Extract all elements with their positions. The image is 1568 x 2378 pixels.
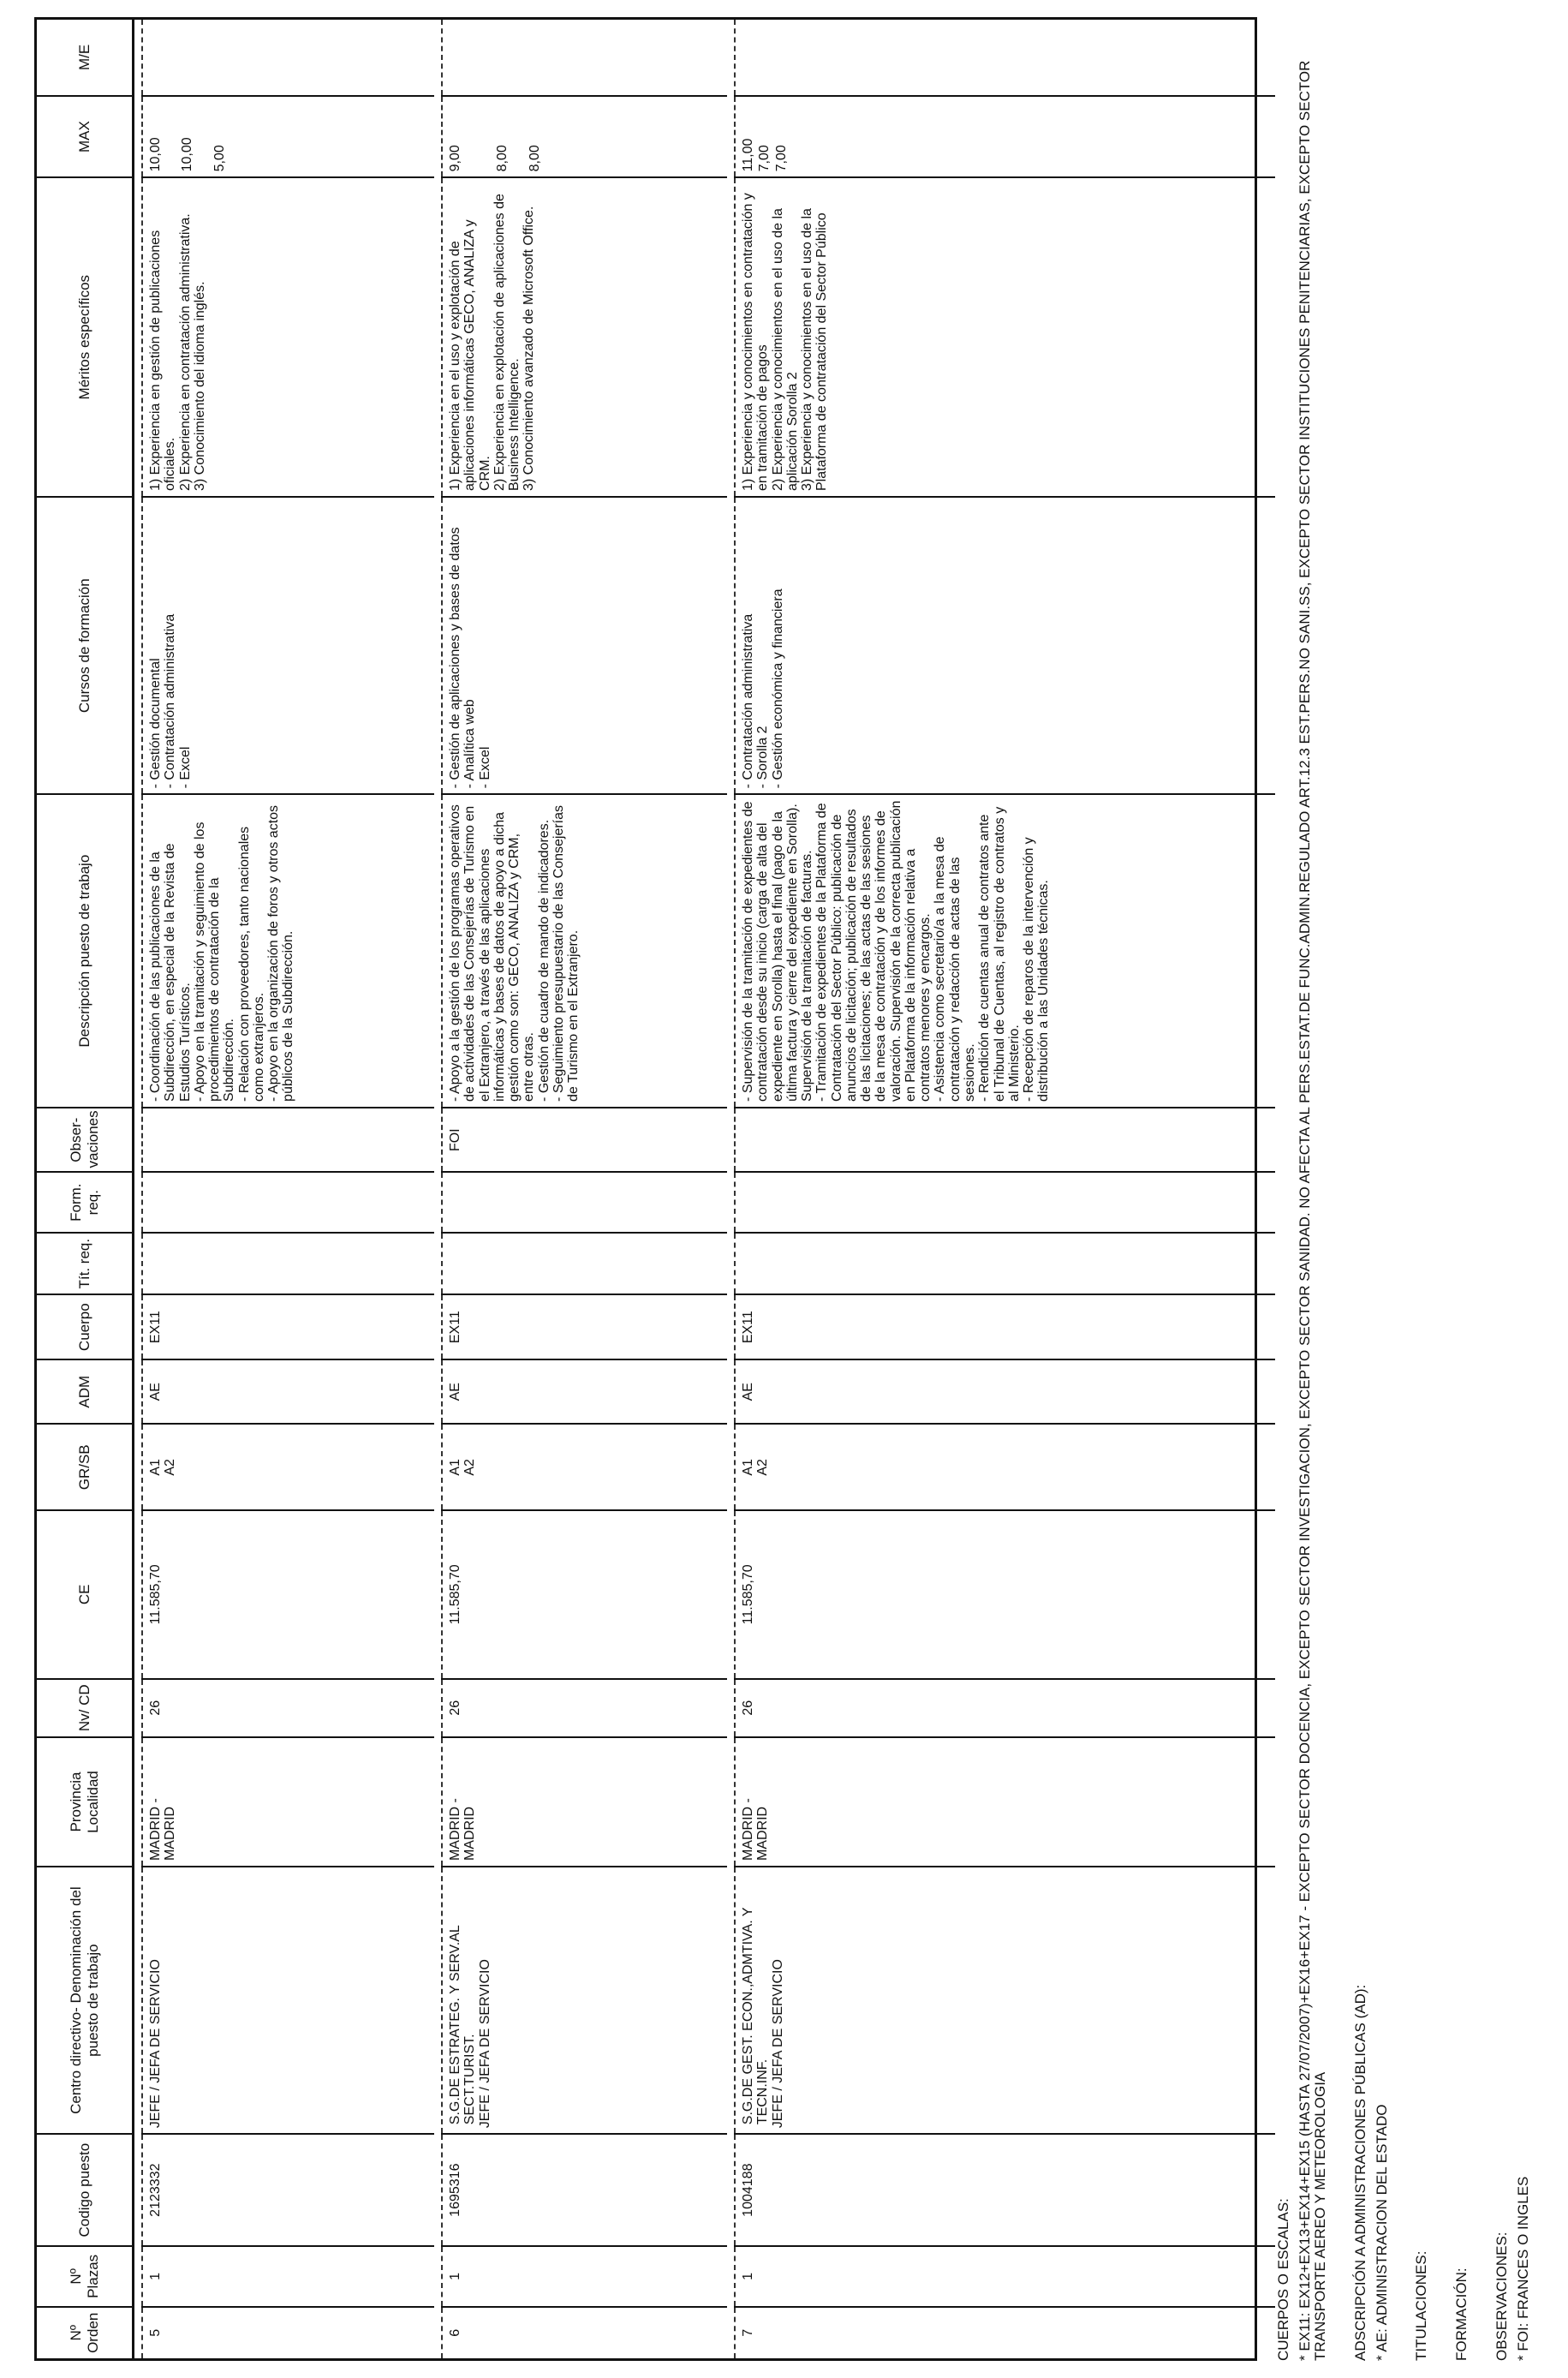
cell-cuerpo: EX11 — [735, 1294, 1275, 1359]
cell-adm: AE — [142, 1359, 434, 1425]
header-cursos: Cursos de formación — [37, 497, 134, 794]
cell-plazas: 1 — [735, 2246, 1275, 2306]
cell-orden: 7 — [735, 2307, 1275, 2358]
titulaciones-title: TITULACIONES: — [1413, 2250, 1430, 2361]
puesto-name: JEFE / JEFA DE SERVICIO — [477, 1959, 492, 2129]
cell-cuerpo: EX11 — [442, 1294, 727, 1359]
table-row — [142, 20, 434, 2358]
cell-plazas: 1 — [442, 2246, 727, 2306]
max-value: 7,00 — [773, 145, 789, 172]
cuerpos-title: CUERPOS O ESCALAS: — [1275, 2198, 1291, 2361]
max-value: 8,00 — [495, 145, 510, 172]
cell-centro — [442, 1867, 727, 2134]
header-me: M/E — [37, 20, 134, 96]
header-obs: Obser-vaciones — [37, 1108, 134, 1173]
cell-nv: 26 — [442, 1679, 727, 1737]
cell-gr: A1 A2 — [735, 1424, 1275, 1510]
cell-ce: 11.585,70 — [442, 1510, 727, 1678]
cell-max — [735, 96, 1275, 178]
header-cuerpo: Cuerpo — [37, 1294, 134, 1359]
header-plazas: Nº Plazas — [37, 2246, 134, 2306]
header-orden: Nº Orden — [37, 2307, 134, 2358]
cell-cursos: - Gestión de aplicaciones y bases de datos - Analítica web - Excel — [442, 497, 727, 794]
cell-provincia: MADRID - MADRID — [442, 1737, 727, 1867]
header-desc: Descripción puesto de trabajo — [37, 794, 134, 1108]
cell-me — [735, 20, 1275, 96]
max-value: 10,00 — [148, 137, 163, 172]
header-ce: CE — [37, 1510, 134, 1678]
cell-me — [142, 20, 434, 96]
max-value: 5,00 — [212, 145, 227, 172]
cell-adm: AE — [735, 1359, 1275, 1425]
cell-tit — [735, 1233, 1275, 1295]
max-value: 8,00 — [527, 145, 542, 172]
cell-obs: FOI — [442, 1108, 727, 1173]
cell-cuerpo: EX11 — [142, 1294, 434, 1359]
cell-centro — [735, 1867, 1275, 2134]
header-provincia: Provincia Localidad — [37, 1737, 134, 1867]
observaciones-title: OBSERVACIONES: — [1493, 2232, 1510, 2361]
cell-ce: 11.585,70 — [142, 1510, 434, 1678]
header-meritos: Méritos específicos — [37, 177, 134, 497]
header-adm: ADM — [37, 1359, 134, 1425]
cell-orden: 6 — [442, 2307, 727, 2358]
cell-plazas: 1 — [142, 2246, 434, 2306]
cell-provincia: MADRID - MADRID — [735, 1737, 1275, 1867]
row-separator — [134, 20, 143, 2358]
header-centro: Centro directivo- Denominación del puesto de trabajo — [37, 1867, 134, 2134]
header-max: MAX — [37, 96, 134, 178]
cell-tit — [142, 1233, 434, 1295]
cell-meritos: 1) Experiencia y conocimientos en contratación y en tramitación de pagos 2) Experiencia y conocimientos en el uso de la aplicación Sorolla 2 3) Experiencia y conocimientos en el uso de la Plataforma de contratación del Sector Público — [735, 177, 1275, 497]
max-value: 10,00 — [180, 137, 195, 172]
cell-me — [442, 20, 727, 96]
cell-tit — [442, 1233, 727, 1295]
adscripcion-text: * AE: ADMINISTRACION DEL ESTADO — [1373, 2104, 1390, 2361]
observaciones-text: * FOI: FRANCES O INGLES — [1514, 2176, 1531, 2361]
footnotes — [1276, 17, 1555, 2361]
cell-codigo: 1004188 — [735, 2134, 1275, 2246]
cell-gr: A1 A2 — [142, 1424, 434, 1510]
cell-centro — [142, 1867, 434, 2134]
cell-meritos: 1) Experiencia en gestión de publicaciones oficiales. 2) Experiencia en contratación administrativa. 3) Conocimiento del idioma inglés. — [142, 177, 434, 497]
cell-orden: 5 — [142, 2307, 434, 2358]
table-row — [442, 20, 727, 2358]
table-header-row — [37, 20, 134, 2358]
cell-provincia: MADRID - MADRID — [142, 1737, 434, 1867]
cell-cursos: - Contratación administrativa - Sorolla 2 - Gestión económica y financiera — [735, 497, 1275, 794]
formacion-title: FORMACIÓN: — [1453, 2267, 1470, 2361]
cell-nv: 26 — [142, 1679, 434, 1737]
cell-obs — [142, 1108, 434, 1173]
max-value: 7,00 — [757, 145, 772, 172]
cell-ce: 11.585,70 — [735, 1510, 1275, 1678]
header-gr: GR/SB — [37, 1424, 134, 1510]
cell-form — [442, 1172, 727, 1232]
row-separator — [434, 20, 442, 2358]
table-row — [735, 20, 1275, 2358]
positions-table-frame — [34, 17, 1257, 2361]
header-form: Form. req. — [37, 1172, 134, 1232]
cell-max — [442, 96, 727, 178]
cell-nv: 26 — [735, 1679, 1275, 1737]
cell-cursos: - Gestión documental - Contratación administrativa - Excel — [142, 497, 434, 794]
cell-codigo: 1695316 — [442, 2134, 727, 2246]
cuerpos-text: * EX11: EX12+EX13+EX14+EX15 (HASTA 27/07/2007)+EX16+EX17 - EXCEPTO SECTOR DOCENCIA, EXCEPTO SECTOR INVESTIGACION, EXCEPTO SECTOR SANIDAD. NO AFECTA AL PERS.ESTAT.DE FUNC.ADMIN.REGULADO ART.12.3 EST.PERS.NO SANI.SS, EXCEPTO SECTOR INSTITUCIONES PENITENCIARIAS, EXCEPTO SECTOR TRANSPORTE AEREO Y METEOROLOGIA — [1296, 60, 1329, 2361]
positions-table — [37, 20, 1275, 2358]
cell-adm: AE — [442, 1359, 727, 1425]
cell-obs — [735, 1108, 1275, 1173]
puesto-name: JEFE / JEFA DE SERVICIO — [148, 1959, 163, 2129]
max-value: 9,00 — [448, 145, 462, 172]
header-tit: Tít. req. — [37, 1233, 134, 1295]
header-codigo: Codigo puesto — [37, 2134, 134, 2246]
max-value: 11,00 — [741, 138, 755, 172]
cell-form — [142, 1172, 434, 1232]
cell-max — [142, 96, 434, 178]
cell-desc: - Apoyo a la gestión de los programas operativos de actividades de las Consejerías de Turismo en el Extranjero, a través de las aplicaciones informáticas y bases de datos de apoyo a dicha gestión como son: GECO, ANALIZA y CRM, entre otras. - Gestión de cuadro de mando de indicadores. - Seguimiento presupuestario de las Consejerías de Turismo en el Extranjero. — [442, 794, 727, 1108]
row-separator — [727, 20, 735, 2358]
header-nv: Nv/ CD — [37, 1679, 134, 1737]
adscripcion-title: ADSCRIPCIÓN A ADMINISTRACIONES PÚBLICAS (AD): — [1352, 1984, 1369, 2361]
cell-desc: - Supervisión de la tramitación de expedientes de contratación desde su inicio (carga de alta del expediente en Sorolla) hasta el final (pago de la última factura y cierre del expediente en Sorolla). Supervisión de la tramitación de facturas. - Tramitación de expedientes de la Plataforma de Contratación del Sector Público: publicación de anuncios de licitación; publicación de resultados de las licitaciones; de las actas de las sesiones de la mesa de contratación y de los informes de valoración. Supervisión de la correcta publicación en Plataforma de la información relativa a contratos menores y encargos. - Asistencia como secretario/a a la mesa de contratación y redacción de actas de las sesiones. - Rendición de cuentas anual de contratos ante el Tribunal de Cuentas, al registro de contratos y al Ministerio. - Recepción de reparos de la intervención y distribución a las Unidades técnicas. — [735, 794, 1275, 1108]
centro-directivo: S.G.DE ESTRATEG. Y SERV.AL SECT.TURIST. — [448, 1925, 478, 2125]
cell-gr: A1 A2 — [442, 1424, 727, 1510]
centro-directivo: S.G.DE GEST. ECON.,ADMTIVA. Y TECN.INF. — [741, 1907, 771, 2125]
cell-codigo: 2123332 — [142, 2134, 434, 2246]
cell-meritos: 1) Experiencia en el uso y explotación de aplicaciones informáticas GECO, ANALIZA y CRM. 2) Experiencia en explotación de aplicaciones de Business Intelligence. 3) Conocimiento avanzado de Microsoft Office. — [442, 177, 727, 497]
cell-form — [735, 1172, 1275, 1232]
puesto-name: JEFE / JEFA DE SERVICIO — [770, 1959, 785, 2129]
cell-desc: - Coordinación de las publicaciones de la Subdirección, en especial de la Revista de Estudios Turísticos. - Apoyo en la tramitación y seguimiento de los procedimientos de contratación de la Subdirección. - Relación con proveedores, tanto nacionales como extranjeros. - Apoyo en la organización de foros y otros actos públicos de la Subdirección. — [142, 794, 434, 1108]
